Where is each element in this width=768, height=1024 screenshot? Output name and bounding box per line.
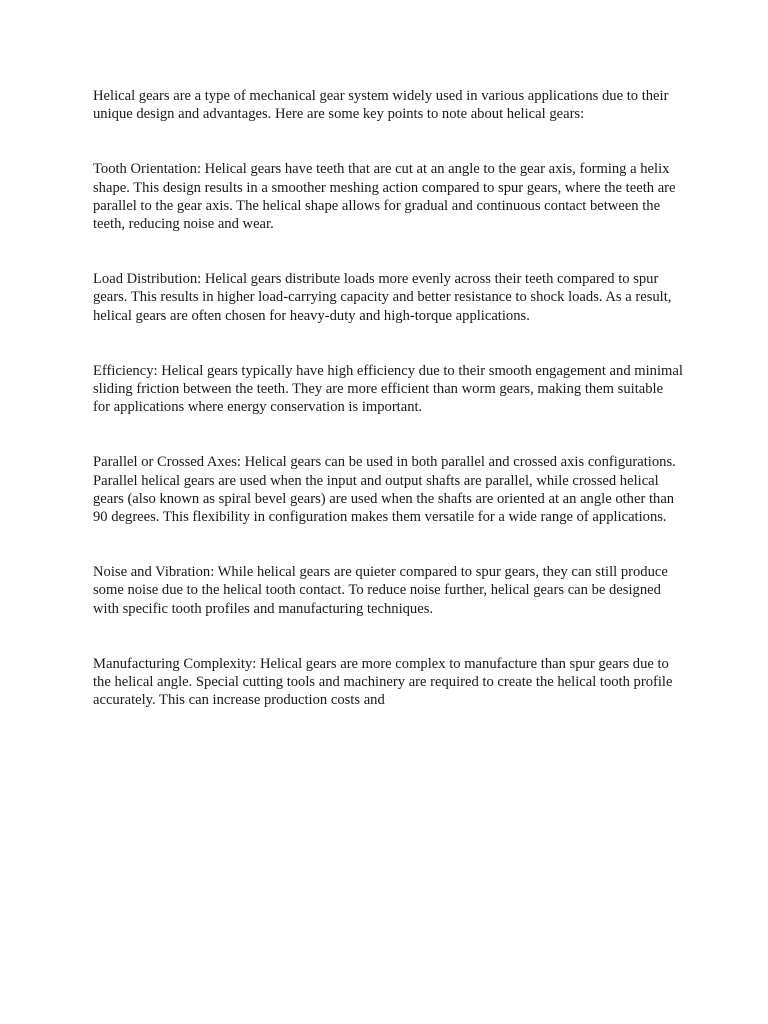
load-distribution-paragraph: Load Distribution: Helical gears distribute loads more evenly across their teeth compared to spur gears. This results in higher load-carrying capacity and better resistance to shock loads. As a result, helical gears are often chosen for heavy-duty and high-torque applications. — [93, 271, 672, 324]
manufacturing-complexity-paragraph: Manufacturing Complexity: Helical gears are more complex to manufacture than spur gears due to the helical angle. Special cutting tools and machinery are required to create the helical tooth profile accurately. This can increase production costs and — [93, 655, 673, 709]
efficiency-paragraph: Efficiency: Helical gears typically have high efficiency due to their smooth engagement and minimal sliding friction between the teeth. They are more efficient than worm gears, making them suitable for applications where energy conservation is important. — [93, 362, 683, 416]
parallel-crossed-axes-paragraph: Parallel or Crossed Axes: Helical gears can be used in both parallel and crossed axis configurations. Parallel helical gears are used when the input and output shafts are parallel, while crossed helical gears (also known as spiral bevel gears) are used when the shafts are oriented at an angle other than 90 degrees. This flexibility in configuration makes them versatile for a wide range of applications. — [93, 454, 676, 526]
document-body — [93, 87, 683, 709]
tooth-orientation-paragraph: Tooth Orientation: Helical gears have teeth that are cut at an angle to the gear axis, forming a helix shape. This design results in a smoother meshing action compared to spur gears, where the teeth are parallel to the gear axis. The helical shape allows for gradual and continuous contact between the teeth, reducing noise and wear. — [93, 161, 676, 233]
intro-paragraph: Helical gears are a type of mechanical gear system widely used in various applications due to their unique design and advantages. Here are some key points to note about helical gears: — [93, 88, 669, 123]
noise-vibration-paragraph: Noise and Vibration: While helical gears are quieter compared to spur gears, they can still produce some noise due to the helical tooth contact. To reduce noise further, helical gears can be designed with specific tooth profiles and manufacturing techniques. — [93, 564, 668, 617]
